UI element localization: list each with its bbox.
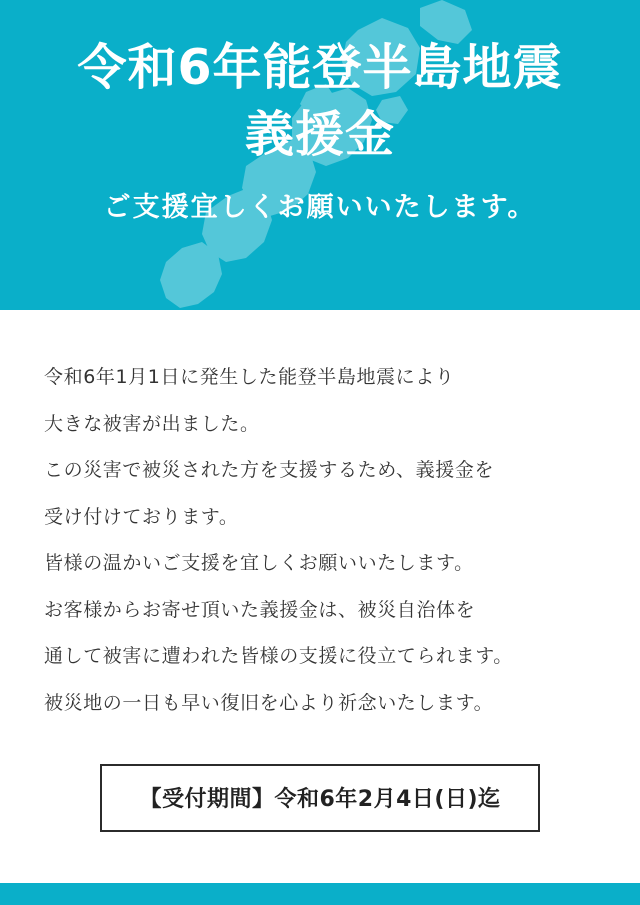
body-paragraph: 受け付けております。 [44,505,239,528]
body-paragraph: お客様からお寄せ頂いた義援金は、被災自治体を [44,598,476,621]
poster-header [0,0,640,310]
footer-accent-bar [0,883,640,905]
page-title-line-2: 義援金 [244,105,395,163]
body-paragraph: 被災地の一日も早い復旧を心より祈念いたします。 [44,691,494,714]
body-paragraph: 通して被害に遭われた皆様の支援に役立てられます。 [44,645,513,668]
header-text-block [0,0,640,224]
body-paragraph: この災害で被災された方を支援するため、義援金を [44,459,495,482]
body-paragraph: 皆様の温かいご支援を宜しくお願いいたします。 [44,552,474,575]
acceptance-period-text: 【受付期間】令和6年2月4日(日)迄 [139,787,501,813]
page-title-line-1: 令和6年能登半島地震 [77,39,563,96]
acceptance-period-box [100,764,540,832]
body-paragraph: 令和6年1月1日に発生した能登半島地震により [44,366,455,388]
page-subtitle: ご支援宜しくお願いいたします。 [103,192,537,224]
poster-body [0,310,640,883]
body-paragraph: 大きな被害が出ました。 [44,412,260,435]
